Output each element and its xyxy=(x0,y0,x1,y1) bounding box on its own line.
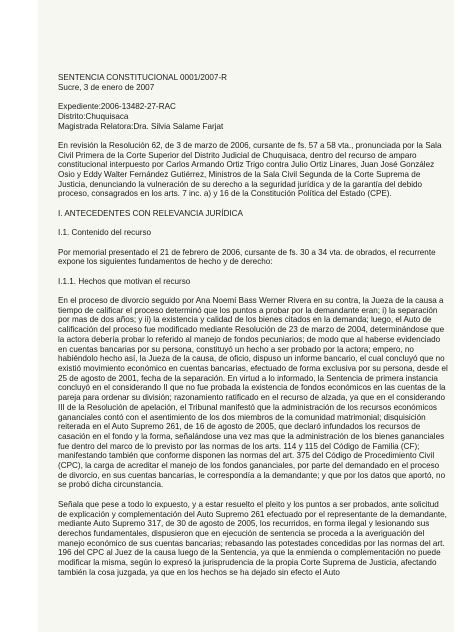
intro-paragraph: En revisión la Resolución 62, de 3 de marzo de 2006, cursante de fs. 57 a 58 vta., pronunciada por la Sala Civil Primera de la Corte Superior del Distrito Judicial de Chuquisaca, dentro del recurso de amparo constitucional interpuesto por Carlos Armando Ortiz Trigo contra Julio Ortiz Linares, Juan José González Osio y Eddy Walter Fernández Gutiérrez, Ministros de la Sala Civil Segunda de la Corte Suprema de Justicia, denunciando la vulneración de su derecho a la seguridad jurídica y de la garantía del debido proceso, consagrados en los arts. 7 inc. a) y 16 de la Constitución Política del Estado (CPE). xyxy=(58,140,442,199)
memorial-paragraph: Por memorial presentado el 21 de febrero de 2006, cursante de fs. 30 a 34 vta. de obrados, el recurrente expone los siguientes fundamentos de hecho y de derecho: xyxy=(58,247,436,267)
case-distrito: Distrito:Chuquisaca xyxy=(58,111,129,121)
sentence-date: Sucre, 3 de enero de 2007 xyxy=(58,82,155,92)
hechos-paragraph: En el proceso de divorcio seguido por Ana Noemí Bass Werner Rivera en su contra, la Jueza de la causa a tiempo de calificar el proceso determinó que los puntos a probar por la demandante eran; i) la separación por mas de dos años; y ii) la existencia y calidad de los bienes citados en la demanda; luego, el Auto de calificación del proceso fue modificado mediante Resolución de 23 de marzo de 2004, determinándose que la actora debería probar lo referido al manejo de fondos pecuniarios; de modo que al haberse evidenciado en cuentas bancarias por su persona, constituyó un hecho a ser probado por la actora; empero, no habiéndolo hecho así, la Jueza de la causa, de oficio, dispuso un informe bancario, el cual concluyó que no existió movimiento económico en cuentas bancarias, efectuado de forma exclusiva por su persona, desde el 25 de agosto de 2001, fecha de la separación. En virtud a lo informado, la Sentencia de primera instancia concluyó en el considerando II que no fue probada la existencia de fondos económicos en las cuentas de la pareja para ordenar su división; razonamiento ratificado en el recurso de alzada, ya que en el considerando III de la Resolución de apelación, el Tribunal manifestó que la administración de los recursos económicos gananciales contó con el asentimiento de los dos miembros de la comunidad matrimonial; disquisición reiterada en el Auto Supremo 261, de 16 de agosto de 2005, que declaró infundados los recursos de casación en el fondo y la forma, señalándose una vez mas que la administración de los bienes gananciales fue dentro del marco de lo previsto por las normas de los arts. 114 y 115 del Código de Familia (CF); manifestando también que conforme disponen las normas del art. 375 del Código de Procedimiento Civil (CPC), la carga de acreditar el manejo de los fondos gananciales, por parte del demandado en el proceso de divorcio, en sus cuentas bancarias, le correspondía a la demandante; y que por los datos que aportó, no se probó dicha circunstancia. xyxy=(58,296,448,490)
senala-paragraph: Señala que pese a todo lo expuesto, y a estar resuelto el pleito y los puntos a ser probados, ante solicitud de explicación y complementación del Auto Supremo 261 efectuado por el representante de la demandante, mediante Auto Supremo 317, de 30 de agosto de 2005, los recurridos, en forma ilegal y lesionando sus derechos fundamentales, dispusieron que en ejecución de sentencia se proceda a la averiguación del manejo económico de sus cuentas bancarias; rebasando las potestades concedidas por las normas del art. 196 del CPC al Juez de la causa luego de la Sentencia, ya que la enmienda o complementación no puede modificar la misma, según lo expresó la jurisprudencia de la propia Corte Suprema de Justicia, afectando también la cosa juzgada, ya que en los hechos se ha dejado sin efecto el Auto xyxy=(58,499,447,577)
sentence-title: SENTENCIA CONSTITUCIONAL 0001/2007-R xyxy=(58,73,228,82)
section-heading-hechos: I.1.1. Hechos que motivan el recurso xyxy=(58,276,191,286)
case-expediente: Expediente:2006-13482-27-RAC xyxy=(58,102,176,112)
case-magistrada: Magistrada Relatora:Dra. Silvia Salame Farjat xyxy=(58,121,224,131)
section-heading-contenido: I.1. Contenido del recurso xyxy=(58,228,152,238)
document-body xyxy=(58,73,450,577)
document-page xyxy=(38,0,454,632)
section-heading-antecedentes: I. ANTECEDENTES CON RELEVANCIA JURÍDICA xyxy=(58,208,243,218)
